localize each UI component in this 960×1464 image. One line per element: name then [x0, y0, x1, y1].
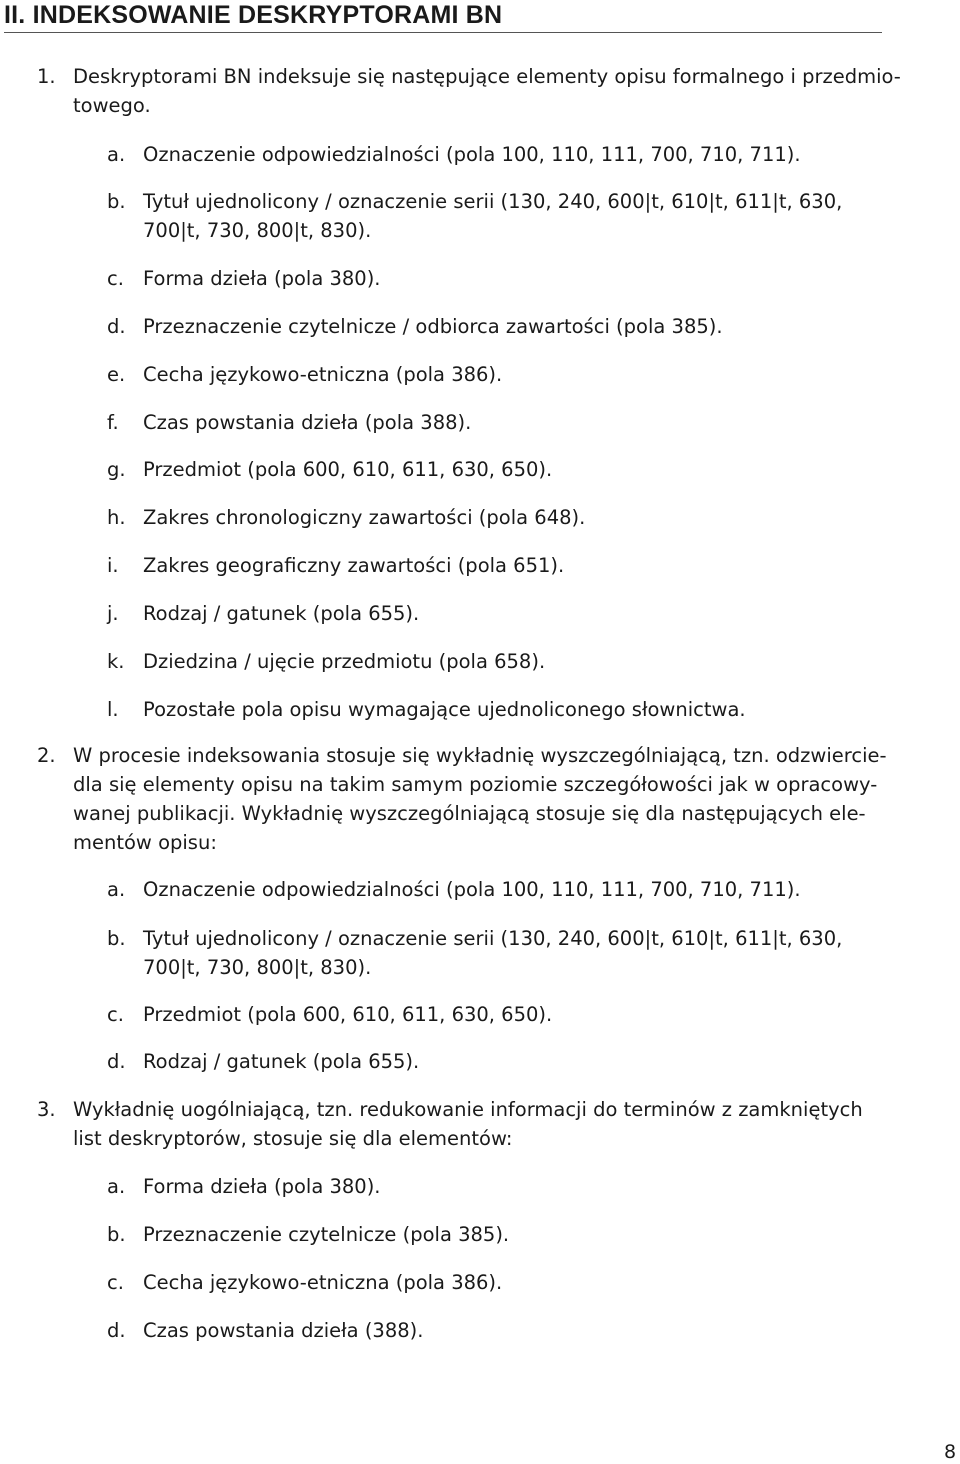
list-item-letter: d.	[107, 1050, 126, 1073]
heading-rule	[4, 32, 882, 33]
list-item-text: Zakres geograficzny zawartości (pola 651).	[143, 554, 565, 577]
section-text-line: towego.	[73, 94, 151, 117]
list-item-letter: a.	[107, 143, 126, 166]
list-item-letter: c.	[107, 1003, 124, 1026]
list-item-letter: b.	[107, 927, 126, 950]
list-item-letter: l.	[107, 698, 119, 721]
list-item-text: Oznaczenie odpowiedzialności (pola 100, 110, 111, 700, 710, 711).	[143, 878, 801, 901]
list-item-letter: e.	[107, 363, 126, 386]
section-text-line: wanej publikacji. Wykładnię wyszczególniającą stosuje się dla następujących ele-	[73, 802, 866, 825]
section-text-line: mentów opisu:	[73, 831, 217, 854]
list-item-letter: d.	[107, 315, 126, 338]
section-text-line: Deskryptorami BN indeksuje się następujące elementy opisu formalnego i przedmio-	[73, 65, 901, 88]
section-text-line: W procesie indeksowania stosuje się wykładnię wyszczególniającą, tzn. odzwiercie-	[73, 744, 887, 767]
list-item-text: Tytuł ujednolicony / oznaczenie serii (130, 240, 600|t, 610|t, 611|t, 630,	[143, 190, 843, 213]
section-heading: II. INDEKSOWANIE DESKRYPTORAMI BN	[4, 1, 503, 29]
section-text-line: list deskryptorów, stosuje się dla elementów:	[73, 1127, 513, 1150]
section-text-line: dla się elementy opisu na takim samym poziomie szczegółowości jak w opracowy-	[73, 773, 878, 796]
list-item-letter: c.	[107, 267, 124, 290]
list-item-letter: f.	[107, 411, 119, 434]
list-item-letter: i.	[107, 554, 119, 577]
list-item-text: Przeznaczenie czytelnicze / odbiorca zawartości (pola 385).	[143, 315, 723, 338]
list-item-text: Przeznaczenie czytelnicze (pola 385).	[143, 1223, 510, 1246]
list-item-letter: c.	[107, 1271, 124, 1294]
list-item-letter: j.	[107, 602, 119, 625]
list-item-letter: d.	[107, 1319, 126, 1342]
section-text-line: Wykładnię uogólniającą, tzn. redukowanie informacji do terminów z zamkniętych	[73, 1098, 863, 1121]
list-item-text: Zakres chronologiczny zawartości (pola 648).	[143, 506, 586, 529]
page-number: 8	[944, 1441, 957, 1463]
list-item-text: Dziedzina / ujęcie przedmiotu (pola 658).	[143, 650, 546, 673]
list-item-letter: a.	[107, 1175, 126, 1198]
list-item-letter: a.	[107, 878, 126, 901]
list-item-text: Czas powstania dzieła (388).	[143, 1319, 424, 1342]
section-number: 3.	[37, 1098, 56, 1121]
list-item-text: Oznaczenie odpowiedzialności (pola 100, 110, 111, 700, 710, 711).	[143, 143, 801, 166]
list-item-text: Rodzaj / gatunek (pola 655).	[143, 1050, 420, 1073]
list-item-text: 700|t, 730, 800|t, 830).	[143, 956, 372, 979]
list-item-text: Czas powstania dzieła (pola 388).	[143, 411, 472, 434]
list-item-text: Tytuł ujednolicony / oznaczenie serii (130, 240, 600|t, 610|t, 611|t, 630,	[143, 927, 843, 950]
list-item-text: Pozostałe pola opisu wymagające ujednoliconego słownictwa.	[143, 698, 746, 721]
list-item-text: Forma dzieła (pola 380).	[143, 267, 381, 290]
list-item-text: Cecha językowo-etniczna (pola 386).	[143, 363, 503, 386]
list-item-text: Forma dzieła (pola 380).	[143, 1175, 381, 1198]
list-item-text: Przedmiot (pola 600, 610, 611, 630, 650).	[143, 1003, 553, 1026]
list-item-letter: h.	[107, 506, 126, 529]
list-item-letter: g.	[107, 458, 126, 481]
list-item-letter: b.	[107, 190, 126, 213]
list-item-text: Przedmiot (pola 600, 610, 611, 630, 650).	[143, 458, 553, 481]
list-item-text: Cecha językowo-etniczna (pola 386).	[143, 1271, 503, 1294]
list-item-letter: k.	[107, 650, 125, 673]
section-number: 2.	[37, 744, 56, 767]
section-number: 1.	[37, 65, 56, 88]
list-item-letter: b.	[107, 1223, 126, 1246]
list-item-text: 700|t, 730, 800|t, 830).	[143, 219, 372, 242]
list-item-text: Rodzaj / gatunek (pola 655).	[143, 602, 420, 625]
